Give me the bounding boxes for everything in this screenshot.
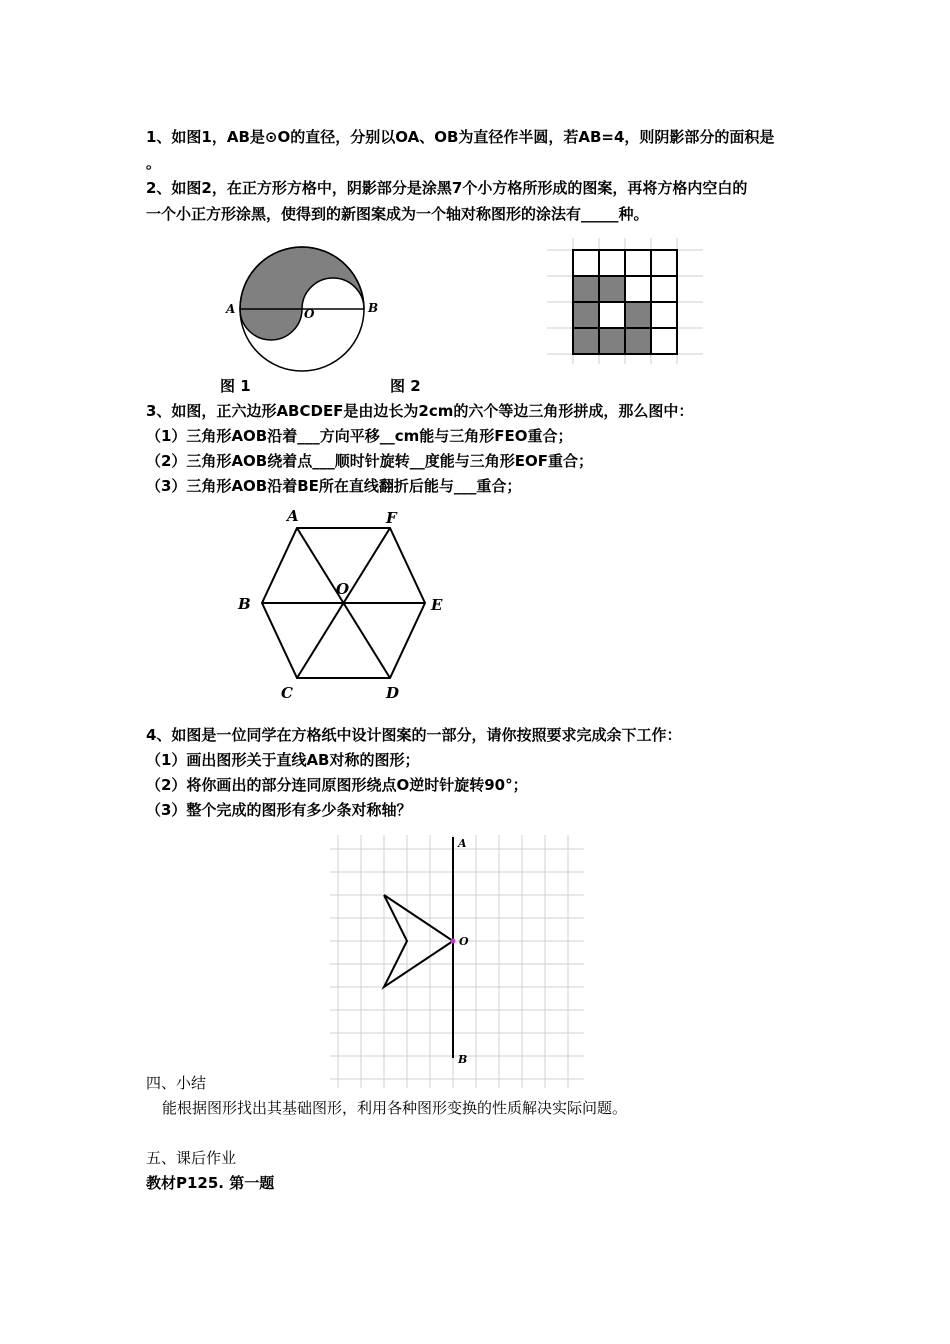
q3-line2: （1）三角形AOB沿着___方向平移__cm能与三角形FEO重合； (146, 427, 573, 445)
section4-text: 能根据图形找出其基础图形，利用各种图形变换的性质解决实际问题。 (162, 1099, 628, 1117)
hex-label-f: F (386, 509, 397, 527)
q4-line2: （1）画出图形关于直线AB对称的图形； (146, 751, 420, 769)
label-a: A (226, 302, 236, 316)
hex-label-b: B (238, 595, 251, 613)
q4-line1: 4、如图是一位同学在方格纸中设计图案的一部分，请你按照要求完成余下工作： (146, 726, 682, 744)
shaded-cell (625, 302, 651, 328)
shaded-cell (573, 276, 599, 302)
shaded-cell (599, 328, 625, 354)
shaded-region (240, 247, 364, 340)
hex-label-a: A (287, 507, 299, 525)
q3-line3: （2）三角形AOB绕着点___顺时针旋转__度能与三角形EOF重合； (146, 452, 593, 470)
q3-line1: 3、如图，正六边形ABCDEF是由边长为2cm的六个等边三角形拼成，那么图中： (146, 402, 694, 420)
grid-label-a: A (458, 837, 467, 850)
label-b: B (368, 301, 379, 315)
q3-line4: （3）三角形AOB沿着BE所在直线翻折后能与___重合； (146, 477, 522, 495)
point-o (451, 939, 456, 944)
figure-1-caption: 图 1 (220, 377, 251, 395)
shaded-cell (573, 328, 599, 354)
grid-label-b: B (458, 1053, 468, 1066)
figure-1-circle (220, 236, 390, 376)
shaded-cell (573, 302, 599, 328)
section5-text: 教材P125. 第一题 (146, 1174, 275, 1192)
q4-line3: （2）将你画出的部分连同原图形绕点O逆时针旋转90°； (146, 776, 528, 794)
q2-line1: 2、如图2，在正方形方格中，阴影部分是涂黑7个小方格所形成的图案，再将方格内空白的 (146, 179, 748, 197)
grid-label-o: O (459, 935, 469, 948)
shaded-cell (625, 328, 651, 354)
section4-title: 四、小结 (146, 1074, 207, 1092)
q2-line2: 一个小正方形涂黑，使得到的新图案成为一个轴对称图形的涂法有_____种。 (146, 205, 649, 223)
grid-figure-4 (326, 830, 588, 1092)
figure-2-caption: 图 2 (390, 377, 421, 395)
q1-line2: 。 (146, 154, 162, 172)
q4-line4: （3）整个完成的图形有多少条对称轴？ (146, 801, 412, 819)
hex-label-c: C (281, 684, 293, 702)
shaded-cell (599, 276, 625, 302)
figure-2-grid (545, 236, 705, 366)
hex-label-o: O (336, 580, 350, 598)
q1-line1: 1、如图1，AB是⊙O的直径，分别以OA、OB为直径作半圆，若AB=4，则阴影部分的面积是 (146, 128, 775, 146)
hex-label-d: D (386, 684, 400, 702)
label-o: O (304, 307, 315, 321)
section5-title: 五、课后作业 (146, 1149, 237, 1167)
hex-label-e: E (431, 596, 443, 614)
hexagon-figure (230, 505, 450, 705)
